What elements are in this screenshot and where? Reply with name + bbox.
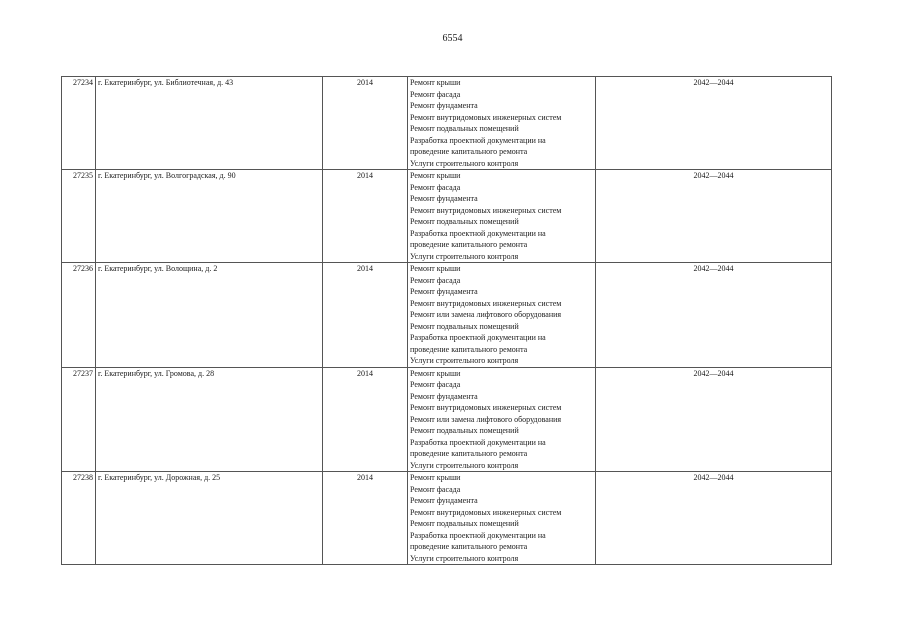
work-item: Услуги строительного контроля (410, 251, 519, 261)
address-cell: г. Екатеринбург, ул. Громова, д. 28 (96, 367, 323, 472)
work-item: Ремонт внутридомовых инженерных систем (410, 112, 562, 122)
work-item: проведение капитального ремонта (410, 449, 528, 458)
address-cell: г. Екатеринбург, ул. Волгоградская, д. 90 (96, 170, 323, 263)
works-cell (408, 77, 596, 170)
table-row (62, 367, 832, 472)
work-item: Ремонт фундамента (410, 287, 478, 296)
year-cell: 2014 (323, 170, 408, 263)
works-cell (408, 263, 596, 368)
period-cell: 2042—2044 (596, 77, 832, 170)
work-item: Ремонт фундамента (410, 391, 478, 401)
address-cell: г. Екатеринбург, ул. Дорожная, д. 25 (96, 472, 323, 565)
work-item: Ремонт крыши (410, 473, 461, 482)
year-cell: 2014 (323, 263, 408, 368)
work-item: Ремонт фундамента (410, 101, 478, 110)
registry-body (62, 77, 832, 565)
work-item: Ремонт крыши (410, 368, 461, 378)
repair-registry-table (61, 76, 832, 565)
work-item: Разработка проектной документации на (410, 530, 546, 540)
table-row (62, 263, 832, 368)
work-item: Ремонт фасада (410, 380, 461, 389)
work-item: Ремонт подвальных помещений (410, 321, 519, 331)
work-item: Ремонт внутридомовых инженерных систем (410, 205, 562, 215)
work-item: Ремонт фасада (410, 484, 461, 494)
work-item: Разработка проектной документации на (410, 228, 546, 238)
works-cell (408, 472, 596, 565)
work-item: проведение капитального ремонта (410, 344, 528, 354)
row-number-cell: 27236 (62, 263, 96, 368)
works-cell (408, 170, 596, 263)
works-cell (408, 367, 596, 472)
work-item: Ремонт фасада (410, 182, 461, 192)
row-number-cell: 27238 (62, 472, 96, 565)
address-cell: г. Екатеринбург, ул. Волощина, д. 2 (96, 263, 323, 368)
work-item: проведение капитального ремонта (410, 240, 528, 249)
table-row (62, 77, 832, 170)
page-number: 6554 (442, 33, 463, 44)
row-number-cell: 27234 (62, 77, 96, 170)
year-cell: 2014 (323, 472, 408, 565)
work-item: Ремонт фасада (410, 89, 461, 99)
work-item: Ремонт крыши (410, 78, 461, 87)
work-item: проведение капитального ремонта (410, 542, 528, 551)
work-item: Разработка проектной документации на (410, 437, 546, 447)
period-cell: 2042—2044 (596, 170, 832, 263)
work-item: Разработка проектной документации на (410, 333, 546, 342)
work-item: Ремонт крыши (410, 171, 461, 180)
work-item: Ремонт или замена лифтового оборудования (410, 310, 562, 319)
period-cell: 2042—2044 (596, 472, 832, 565)
year-cell: 2014 (323, 367, 408, 472)
work-item: Услуги строительного контроля (410, 460, 519, 470)
work-item: Ремонт внутридомовых инженерных систем (410, 298, 562, 308)
work-item: Ремонт подвальных помещений (410, 426, 519, 435)
work-item: Услуги строительного контроля (410, 356, 519, 365)
work-item: Ремонт крыши (410, 264, 461, 273)
work-item: проведение капитального ремонта (410, 147, 528, 156)
work-item: Услуги строительного контроля (410, 553, 519, 563)
work-item: Ремонт подвальных помещений (410, 124, 519, 133)
period-cell: 2042—2044 (596, 263, 832, 368)
row-number-cell: 27235 (62, 170, 96, 263)
work-item: Разработка проектной документации на (410, 135, 546, 145)
work-item: Ремонт фундамента (410, 194, 478, 203)
work-item: Услуги строительного контроля (410, 158, 519, 168)
table-row (62, 472, 832, 565)
work-item: Ремонт фундамента (410, 496, 478, 505)
work-item: Ремонт фасада (410, 275, 461, 285)
work-item: Ремонт подвальных помещений (410, 519, 519, 528)
work-item: Ремонт или замена лифтового оборудования (410, 414, 562, 424)
period-cell: 2042—2044 (596, 367, 832, 472)
address-cell: г. Екатеринбург, ул. Библиотечная, д. 43 (96, 77, 323, 170)
table-row (62, 170, 832, 263)
year-cell: 2014 (323, 77, 408, 170)
work-item: Ремонт подвальных помещений (410, 217, 519, 226)
row-number-cell: 27237 (62, 367, 96, 472)
work-item: Ремонт внутридомовых инженерных систем (410, 403, 562, 412)
work-item: Ремонт внутридомовых инженерных систем (410, 507, 562, 517)
